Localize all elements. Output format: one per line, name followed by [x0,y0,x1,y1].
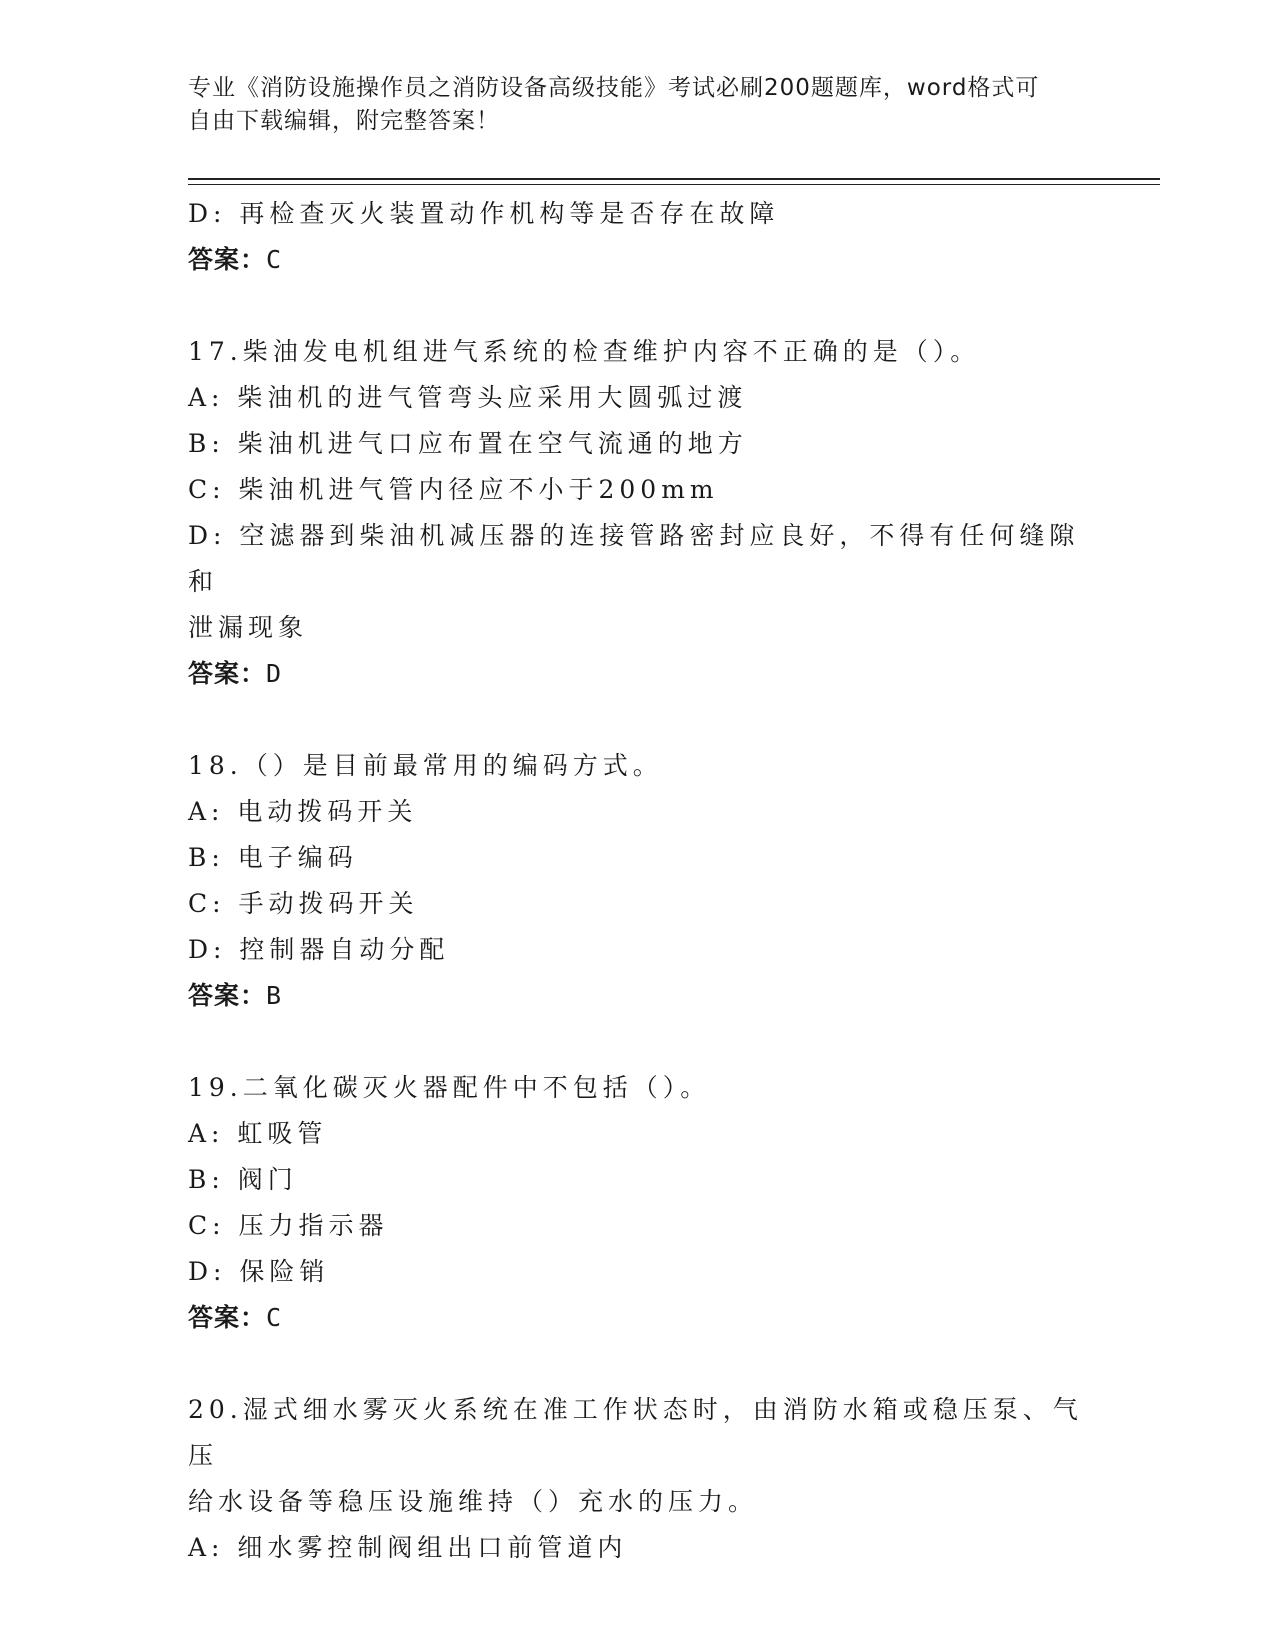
prev-option-d: D: 再检查灭火装置动作机构等是否存在故障 [188,199,780,228]
q19-option-d: D: 保险销 [188,1257,330,1286]
q19-option-c: C: 压力指示器 [188,1211,389,1240]
answer-label: 答案： [188,1303,267,1332]
q17-question: 17.柴油发电机组进气系统的检查维护内容不正确的是（）。 [188,337,981,366]
q17-option-d: D: 空滤器到柴油机减压器的连接管路密封应良好，不得有任何缝隙和 [188,521,1080,596]
answer-label: 答案： [188,981,267,1010]
answer-value: B [266,981,283,1010]
answer-value: D [266,659,283,688]
q18-question: 18.（）是目前最常用的编码方式。 [188,751,663,780]
q18-option-c: C: 手动拨码开关 [188,889,419,918]
q19-answer [188,1295,1088,1341]
q19-option-a: A: 虹吸管 [188,1119,328,1148]
header-line-1: 专业《消防设施操作员之消防设备高级技能》考试必刷200题题库，word格式可 [188,75,1040,101]
q17-option-a: A: 柴油机的进气管弯头应采用大圆弧过渡 [188,383,748,412]
prev-answer [188,237,1088,283]
answer-value: C [266,245,283,274]
q18-option-a: A: 电动拨码开关 [188,797,418,826]
document-body [188,191,1088,1571]
header-divider-thin [188,184,1160,185]
q20-question-cont: 给水设备等稳压设施维持（）充水的压力。 [188,1487,759,1516]
q17-option-c: C: 柴油机进气管内径应不小于200mm [188,475,719,504]
q19-question: 19.二氧化碳灭火器配件中不包括（）。 [188,1073,711,1102]
q17-answer [188,651,1088,697]
q20-question: 20.湿式细水雾灭火系统在准工作状态时，由消防水箱或稳压泵、气压 [188,1395,1083,1470]
q18-option-b: B: 电子编码 [188,843,358,872]
header-line-2: 自由下载编辑，附完整答案！ [188,108,500,134]
q17-option-d-cont: 泄漏现象 [188,613,309,642]
answer-label: 答案： [188,245,267,274]
header-divider-thick [188,178,1160,180]
q18-option-d: D: 控制器自动分配 [188,935,450,964]
q20-option-a: A: 细水雾控制阀组出口前管道内 [188,1533,628,1562]
q18-answer [188,973,1088,1019]
document-header [188,72,1088,138]
q17-option-b: B: 柴油机进气口应布置在空气流通的地方 [188,429,748,458]
answer-value: C [266,1303,283,1332]
q19-option-b: B: 阀门 [188,1165,298,1194]
answer-label: 答案： [188,659,267,688]
